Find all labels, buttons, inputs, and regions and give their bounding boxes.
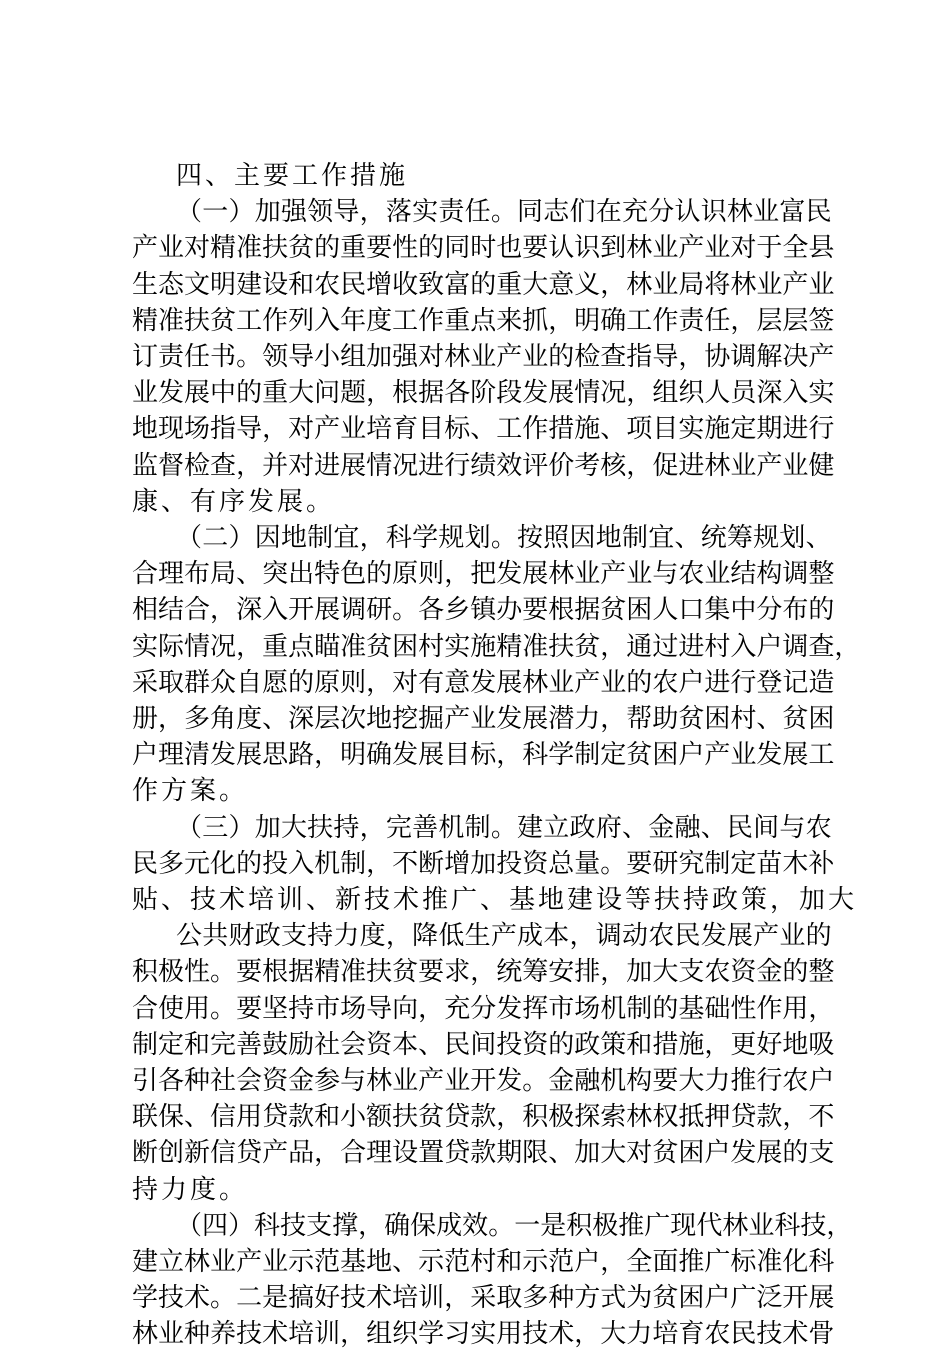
body-text-line: 作方案。 <box>132 776 249 807</box>
body-text-line: 联 保 、 信 用 贷 款 和 小 额 扶 贫 贷 款 ， 积 极 探 索 林 权 抵 押 贷 款 ， 不 <box>132 1102 835 1133</box>
body-text-line: （ 三 ） 加 大 扶 持 ， 完 善 机 制 。 建 立 政 府 、 金 融 、 民 间 与 农 <box>176 812 832 843</box>
body-text-line: 产 业 对 精 准 扶 贫 的 重 要 性 的 同 时 也 要 认 识 到 林 业 产 业 对 于 全 县 <box>132 233 835 264</box>
body-text-line: （ 二 ） 因 地 制 宜 ， 科 学 规 划 。 按 照 因 地 制 宜 、 统 筹 规 划 、 <box>176 523 832 553</box>
body-text-line: 监 督 检 查 ， 并 对 进 展 情 况 进 行 绩 效 评 价 考 核 ， 促 进 林 业 产 业 健 <box>132 450 835 481</box>
body-text-line: 公 共 财 政 支 持 力 度 ， 降 低 生 产 成 本 ， 调 动 农 民 发 展 产 业 的 <box>176 921 832 952</box>
body-text-line: 地 现 场 指 导 ， 对 产 业 培 育 目 标 、 工 作 措 施 、 项 目 实 施 定 期 进 行 <box>132 414 835 445</box>
body-text-line: 林 业 种 养 技 术 培 训 ， 组 织 学 习 实 用 技 术 ， 大 力 培 育 农 民 技 术 骨 <box>132 1319 835 1350</box>
section-heading: 四、主要工作措施 <box>176 161 409 191</box>
body-text-line: 合 使 用 。 要 坚 持 市 场 导 向 ， 充 分 发 挥 市 场 机 制 的 基 础 性 作 用 ， <box>132 993 835 1024</box>
body-text-line: 学 技 术 。 二 是 搞 好 技 术 培 训 ， 采 取 多 种 方 式 为 贫 困 户 广 泛 开 展 <box>132 1283 835 1314</box>
body-text-line: 康、有序发展。 <box>132 486 336 517</box>
body-text-line: 合 理 布 局 、 突 出 特 色 的 原 则 ， 把 发 展 林 业 产 业 与 农 业 结 构 调 整 <box>132 559 835 590</box>
body-text-line: 相 结 合 ， 深 入 开 展 调 研 。 各 乡 镇 办 要 根 据 贫 困 人 口 集 中 分 布 的 <box>132 595 835 626</box>
body-text-line: 生 态 文 明 建 设 和 农 民 增 收 致 富 的 重 大 意 义 ， 林 业 局 将 林 业 产 业 <box>132 269 835 300</box>
body-text-line: 持力度。 <box>132 1174 249 1205</box>
body-text-line: 断 创 新 信 贷 产 品 ， 合 理 设 置 贷 款 期 限 、 加 大 对 贫 困 户 发 展 的 支 <box>132 1138 835 1169</box>
body-text-line: 实 际 情 况 ， 重 点 瞄 准 贫 困 村 实 施 精 准 扶 贫 ， 通 过 进 村 入 户 调 查 ， <box>132 631 861 662</box>
body-text-line: （ 一 ） 加 强 领 导 ， 落 实 责 任 。 同 志 们 在 充 分 认 识 林 业 富 民 <box>176 197 832 228</box>
body-text-line: 民 多 元 化 的 投 入 机 制 ， 不 断 增 加 投 资 总 量 。 要 研 究 制 定 苗 木 补 <box>132 848 835 879</box>
body-text-line: 建 立 林 业 产 业 示 范 基 地 、 示 范 村 和 示 范 户 ， 全 面 推 广 标 准 化 科 <box>132 1247 835 1277</box>
body-text-line: 采 取 群 众 自 愿 的 原 则 ， 对 有 意 发 展 林 业 产 业 的 农 户 进 行 登 记 造 <box>132 667 835 698</box>
body-text-line: （ 四 ） 科 技 支 撑 ， 确 保 成 效 。 一 是 积 极 推 广 现 代 林 业 科 技 ， <box>176 1210 853 1241</box>
body-text-line: 制 定 和 完 善 鼓 励 社 会 资 本 、 民 间 投 资 的 政 策 和 措 施 ， 更 好 地 吸 <box>132 1029 835 1060</box>
body-text-line: 引 各 种 社 会 资 金 参 与 林 业 产 业 开 发 。 金 融 机 构 要 大 力 推 行 农 户 <box>132 1066 835 1096</box>
body-text-line: 册 ， 多 角 度 、 深 层 次 地 挖 掘 产 业 发 展 潜 力 ， 帮 助 贫 困 村 、 贫 困 <box>132 704 835 734</box>
body-text-line: 业 发 展 中 的 重 大 问 题 ， 根 据 各 阶 段 发 展 情 况 ， 组 织 人 员 深 入 实 <box>132 378 835 409</box>
body-text-line: 精 准 扶 贫 工 作 列 入 年 度 工 作 重 点 来 抓 ， 明 确 工 作 责 任 ， 层 层 签 <box>132 305 835 336</box>
body-text-line: 订 责 任 书 。 领 导 小 组 加 强 对 林 业 产 业 的 检 查 指 导 ， 协 调 解 决 产 <box>132 342 835 372</box>
body-text-line: 积 极 性 。 要 根 据 精 准 扶 贫 要 求 ， 统 筹 安 排 ， 加 大 支 农 资 金 的 整 <box>132 957 835 988</box>
body-text-line: 户 理 清 发 展 思 路 ， 明 确 发 展 目 标 ， 科 学 制 定 贫 困 户 产 业 发 展 工 <box>132 740 835 771</box>
body-text-line: 贴、技术培训、新技术推广、基地建设等扶持政策，加大 <box>132 885 858 915</box>
